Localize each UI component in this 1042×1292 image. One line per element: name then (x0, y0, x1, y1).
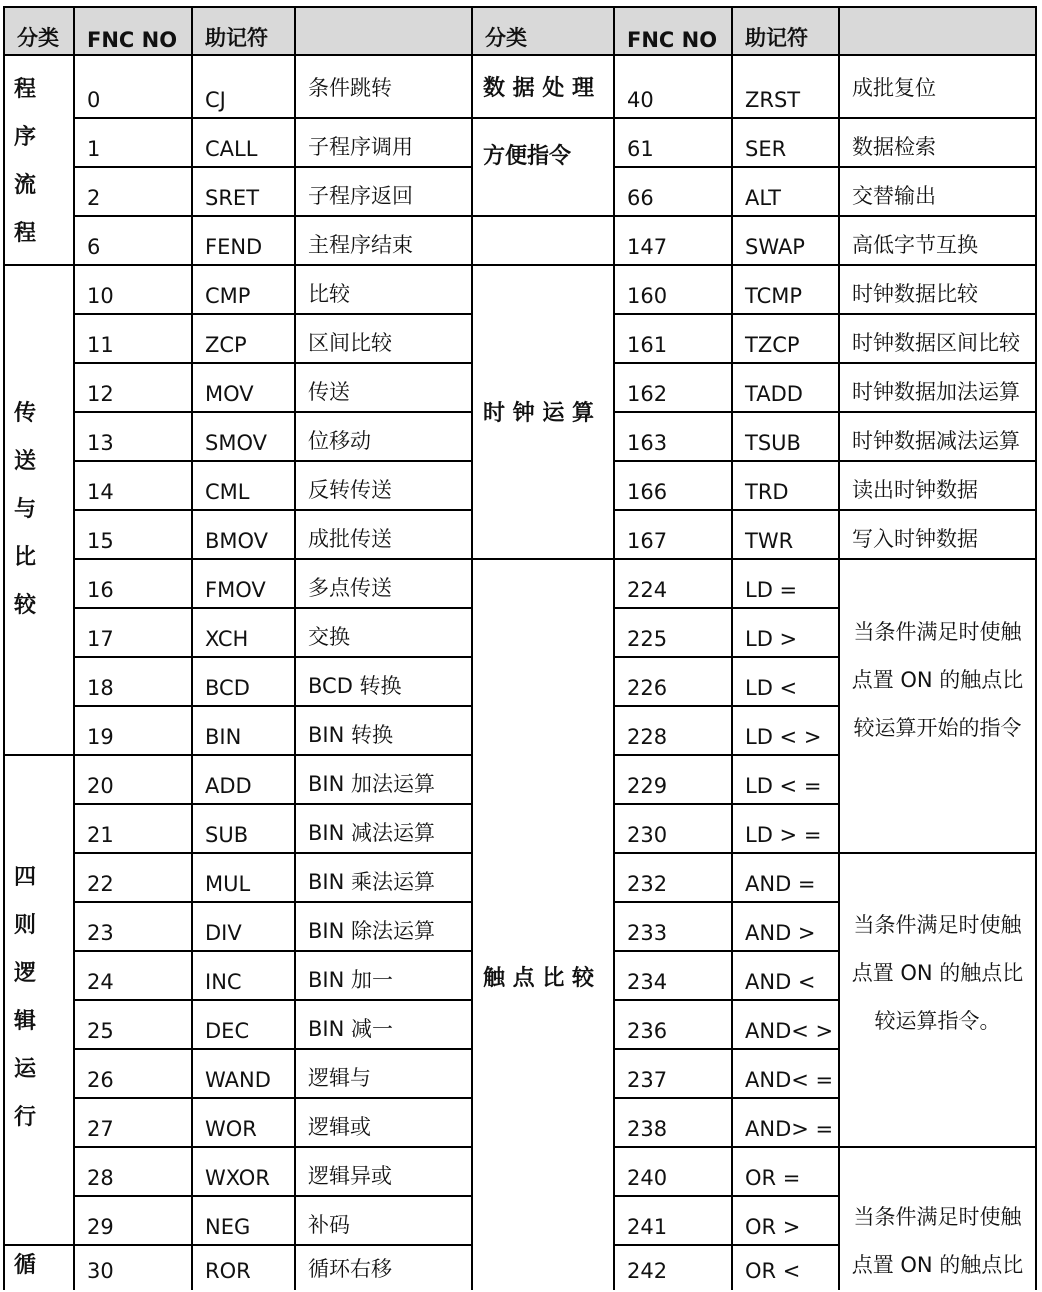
fnc-number: 229 (627, 774, 668, 798)
row-border (73, 999, 473, 1001)
description: 逻辑或 (308, 1115, 371, 1139)
mnemonic: NEG (205, 1215, 251, 1239)
mnemonic: WAND (205, 1068, 271, 1092)
row-border (613, 313, 840, 315)
fnc-number: 237 (627, 1068, 668, 1092)
fnc-number: 22 (87, 872, 114, 896)
description: 区间比较 (308, 331, 392, 355)
mnemonic: ALT (745, 186, 782, 210)
row-border (613, 656, 840, 658)
mnemonic: LD > (745, 627, 798, 651)
mnemonic: OR > (745, 1215, 801, 1239)
mnemonic: LD < = (745, 774, 822, 798)
fnc-number: 232 (627, 872, 668, 896)
row-border (613, 852, 840, 854)
fnc-number: 224 (627, 578, 668, 602)
category-char: 送 (14, 449, 37, 474)
description: 位移动 (308, 429, 371, 453)
row-border (613, 1146, 840, 1148)
mnemonic: CML (205, 480, 250, 504)
fnc-number: 238 (627, 1117, 668, 1141)
header-category-right: 分类 (473, 8, 613, 54)
mnemonic: AND > (745, 921, 816, 945)
mnemonic: TSUB (745, 431, 801, 455)
row-border (73, 1146, 473, 1148)
fnc-number: 25 (87, 1019, 114, 1043)
row-border (73, 1097, 473, 1099)
row-border (613, 166, 840, 168)
mnemonic: INC (205, 970, 242, 994)
category-cell-right: 方便指令 (483, 143, 572, 169)
mnemonic: OR < (745, 1259, 801, 1283)
description: 数据检索 (852, 135, 936, 159)
row-border (471, 117, 615, 119)
note-line: 较运算指令。 (874, 1009, 1001, 1033)
row-border (838, 362, 1037, 364)
description: BIN 除法运算 (308, 919, 435, 943)
description: 逻辑异或 (308, 1164, 392, 1188)
note-line: 点置 ON 的触点比 (851, 1253, 1024, 1277)
mnemonic: SER (745, 137, 787, 161)
description: 交换 (308, 625, 350, 649)
header-category-left: 分类 (5, 8, 73, 54)
fnc-number: 29 (87, 1215, 114, 1239)
description: BIN 加法运算 (308, 772, 435, 796)
row-border (838, 215, 1037, 217)
row-border (73, 852, 473, 854)
row-border (613, 999, 840, 1001)
description: 时钟数据加法运算 (852, 380, 1020, 404)
row-border (3, 754, 75, 756)
mnemonic: MOV (205, 382, 254, 406)
fnc-number: 19 (87, 725, 114, 749)
description: BIN 减一 (308, 1017, 393, 1041)
fnc-number: 228 (627, 725, 668, 749)
mnemonic: XCH (205, 627, 249, 651)
row-border (73, 754, 473, 756)
mnemonic: TCMP (745, 284, 803, 308)
fnc-number: 161 (627, 333, 668, 357)
fnc-number: 147 (627, 235, 668, 259)
row-border (73, 901, 473, 903)
note-line: 较运算开始的指令 (853, 716, 1022, 740)
fnc-number: 1 (87, 137, 101, 161)
row-border (73, 607, 473, 609)
row-border (613, 1244, 840, 1246)
fnc-number: 14 (87, 480, 114, 504)
row-border (838, 117, 1037, 119)
fnc-number: 11 (87, 333, 114, 357)
table-top-border (3, 6, 1037, 8)
fnc-number: 30 (87, 1259, 114, 1283)
row-border (613, 950, 840, 952)
category-char: 比 (14, 545, 37, 570)
fnc-number: 241 (627, 1215, 668, 1239)
fnc-number: 15 (87, 529, 114, 553)
mnemonic: SRET (205, 186, 260, 210)
description: 比较 (308, 282, 350, 306)
row-border (838, 264, 1037, 266)
mnemonic: ROR (205, 1259, 251, 1283)
description: 写入时钟数据 (852, 527, 978, 551)
description: 主程序结束 (308, 233, 413, 257)
column-border (1035, 6, 1037, 1290)
row-border (3, 264, 75, 266)
header-fnc-no-left: FNC NO (75, 8, 191, 54)
mnemonic: SWAP (745, 235, 805, 259)
row-border (471, 264, 615, 266)
row-border (613, 1195, 840, 1197)
row-border (73, 1195, 473, 1197)
fnc-number: 166 (627, 480, 668, 504)
fnc-number: 20 (87, 774, 114, 798)
category-char: 程 (14, 77, 37, 102)
row-border (73, 1048, 473, 1050)
mnemonic: TWR (745, 529, 794, 553)
description: 交替输出 (852, 184, 936, 208)
category-char: 循 (14, 1253, 37, 1278)
row-border (613, 1048, 840, 1050)
description: 补码 (308, 1213, 350, 1237)
row-border (73, 264, 473, 266)
fnc-number: 226 (627, 676, 668, 700)
row-border (73, 166, 473, 168)
mnemonic: BCD (205, 676, 250, 700)
fnc-number: 16 (87, 578, 114, 602)
fnc-number: 6 (87, 235, 101, 259)
header-bottom-border (3, 54, 1037, 56)
mnemonic: ADD (205, 774, 252, 798)
header-description-left (296, 8, 471, 54)
category-char: 较 (14, 593, 37, 618)
fnc-number: 24 (87, 970, 114, 994)
fnc-number: 18 (87, 676, 114, 700)
row-border (613, 705, 840, 707)
note-cell (840, 558, 1035, 852)
description: 反转传送 (308, 478, 392, 502)
row-border (73, 1244, 473, 1246)
fnc-number: 162 (627, 382, 668, 406)
category-char: 四 (14, 865, 37, 890)
row-border (73, 950, 473, 952)
row-border (73, 215, 473, 217)
mnemonic: TADD (745, 382, 803, 406)
mnemonic: AND> = (745, 1117, 834, 1141)
fnc-number: 61 (627, 137, 654, 161)
row-border (73, 117, 473, 119)
description: 时钟数据减法运算 (852, 429, 1020, 453)
description: 循环右移 (308, 1257, 392, 1281)
fnc-number: 234 (627, 970, 668, 994)
fnc-number: 27 (87, 1117, 114, 1141)
row-border (838, 1146, 1037, 1148)
mnemonic: DIV (205, 921, 242, 945)
fnc-number: 236 (627, 1019, 668, 1043)
category-cell-right: 触 点 比 较 (483, 966, 594, 991)
row-border (613, 901, 840, 903)
category-cell-right: 时 钟 运 算 (483, 400, 594, 426)
fnc-number: 13 (87, 431, 114, 455)
row-border (73, 313, 473, 315)
mnemonic: LD < > (745, 725, 822, 749)
description: 子程序返回 (308, 184, 413, 208)
row-border (838, 852, 1037, 854)
mnemonic: AND = (745, 872, 816, 896)
fnc-number: 10 (87, 284, 114, 308)
fnc-number: 233 (627, 921, 668, 945)
description: 时钟数据比较 (852, 282, 978, 306)
mnemonic: SMOV (205, 431, 267, 455)
mnemonic: WOR (205, 1117, 257, 1141)
description: BIN 减法运算 (308, 821, 435, 845)
mnemonic: FEND (205, 235, 263, 259)
row-border (471, 215, 615, 217)
row-border (613, 460, 840, 462)
description: 逻辑与 (308, 1066, 371, 1090)
mnemonic: AND < (745, 970, 816, 994)
row-border (73, 460, 473, 462)
category-char: 运 (14, 1057, 37, 1082)
row-border (613, 264, 840, 266)
fnc-number: 17 (87, 627, 114, 651)
fnc-number: 40 (627, 88, 654, 112)
row-border (838, 313, 1037, 315)
category-char: 序 (14, 125, 37, 150)
description: 成批传送 (308, 527, 392, 551)
row-border (838, 166, 1037, 168)
row-border (73, 803, 473, 805)
mnemonic: AND< > (745, 1019, 834, 1043)
mnemonic: SUB (205, 823, 249, 847)
mnemonic: BIN (205, 725, 242, 749)
note-cell (840, 852, 1035, 1146)
category-char: 行 (14, 1105, 37, 1130)
fnc-number: 28 (87, 1166, 114, 1190)
mnemonic: OR = (745, 1166, 801, 1190)
note-cell (840, 1146, 1035, 1288)
description: 条件跳转 (308, 76, 392, 100)
category-char: 与 (14, 497, 37, 522)
fnc-number: 230 (627, 823, 668, 847)
fnc-number: 163 (627, 431, 668, 455)
row-border (613, 803, 840, 805)
mnemonic: DEC (205, 1019, 250, 1043)
row-border (838, 460, 1037, 462)
mnemonic: AND< = (745, 1068, 834, 1092)
fnc-number: 66 (627, 186, 654, 210)
row-border (73, 705, 473, 707)
note-line: 当条件满足时使触 (853, 913, 1022, 937)
fnc-number: 2 (87, 186, 101, 210)
mnemonic: ZRST (745, 88, 801, 112)
row-border (613, 215, 840, 217)
mnemonic: CMP (205, 284, 251, 308)
description: 时钟数据区间比较 (852, 331, 1020, 355)
mnemonic: ZCP (205, 333, 247, 357)
description: BCD 转换 (308, 674, 402, 698)
category-char: 逻 (14, 961, 37, 986)
fnc-number: 23 (87, 921, 114, 945)
note-line: 当条件满足时使触 (853, 620, 1022, 644)
mnemonic: FMOV (205, 578, 266, 602)
category-cell-right (473, 215, 613, 264)
note-line: 点置 ON 的触点比 (851, 961, 1024, 985)
row-border (613, 362, 840, 364)
category-char: 辑 (14, 1009, 37, 1034)
fnc-number: 225 (627, 627, 668, 651)
mnemonic: LD > = (745, 823, 822, 847)
mnemonic: LD < (745, 676, 798, 700)
mnemonic: CALL (205, 137, 258, 161)
fnc-number: 0 (87, 88, 101, 112)
row-border (613, 1097, 840, 1099)
category-char: 程 (14, 221, 37, 246)
header-mnemonic-right: 助记符 (733, 8, 838, 54)
column-border (3, 6, 5, 1290)
row-border (613, 509, 840, 511)
fnc-number: 21 (87, 823, 114, 847)
header-description-right (840, 8, 1035, 54)
row-border (613, 558, 840, 560)
row-border (838, 509, 1037, 511)
row-border (613, 411, 840, 413)
description: BIN 乘法运算 (308, 870, 435, 894)
description: 高低字节互换 (852, 233, 978, 257)
category-char: 则 (14, 913, 37, 938)
header-mnemonic-left: 助记符 (193, 8, 294, 54)
mnemonic: MUL (205, 872, 251, 896)
mnemonic: BMOV (205, 529, 269, 553)
mnemonic: TZCP (745, 333, 800, 357)
description: 多点传送 (308, 576, 392, 600)
mnemonic: CJ (205, 88, 226, 112)
row-border (73, 509, 473, 511)
description: 读出时钟数据 (852, 478, 978, 502)
row-border (838, 558, 1037, 560)
note-line: 当条件满足时使触 (853, 1205, 1022, 1229)
row-border (613, 607, 840, 609)
fnc-number: 240 (627, 1166, 668, 1190)
description: 子程序调用 (308, 135, 413, 159)
fnc-number: 160 (627, 284, 668, 308)
description: 传送 (308, 380, 350, 404)
note-line: 点置 ON 的触点比 (851, 668, 1024, 692)
row-border (471, 558, 615, 560)
row-border (613, 117, 840, 119)
category-cell-right: 数 据 处 理 (483, 76, 594, 101)
row-border (838, 411, 1037, 413)
category-char: 流 (14, 173, 37, 198)
mnemonic: TRD (745, 480, 789, 504)
mnemonic: LD = (745, 578, 798, 602)
row-border (3, 1244, 75, 1246)
category-char: 传 (14, 401, 37, 426)
row-border (73, 656, 473, 658)
row-border (73, 362, 473, 364)
fnc-number: 167 (627, 529, 668, 553)
description: BIN 转换 (308, 723, 393, 747)
fnc-number: 26 (87, 1068, 114, 1092)
description: 成批复位 (852, 76, 936, 100)
header-fnc-no-right: FNC NO (615, 8, 731, 54)
description: BIN 加一 (308, 968, 393, 992)
category-cell-left (5, 754, 73, 1244)
fnc-number: 242 (627, 1259, 668, 1283)
fnc-number: 12 (87, 382, 114, 406)
row-border (73, 558, 473, 560)
row-border (73, 411, 473, 413)
row-border (613, 754, 840, 756)
mnemonic: WXOR (205, 1166, 270, 1190)
